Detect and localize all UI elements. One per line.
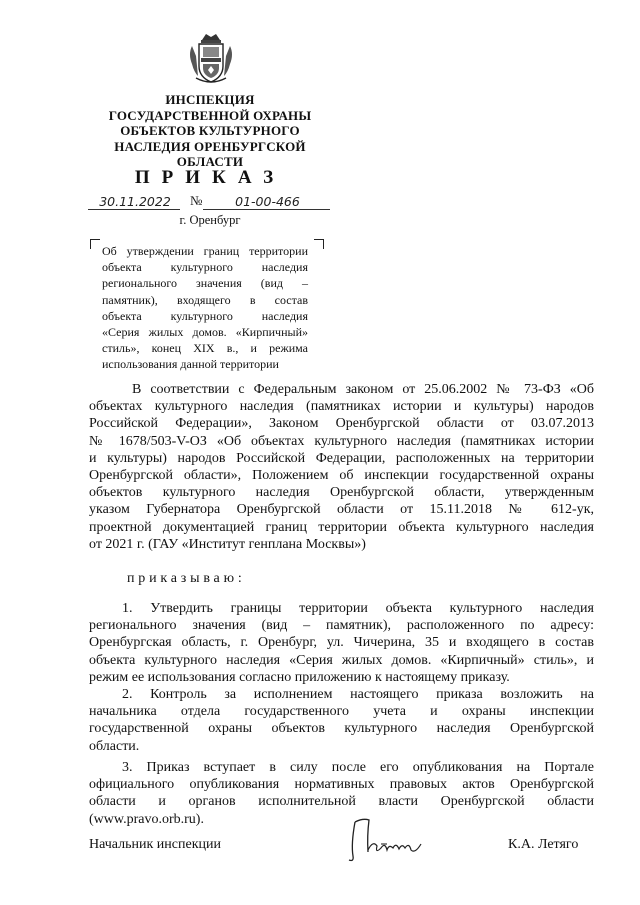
item-line: 1. Утвердить границы территории объекта культурного наследия — [122, 601, 594, 616]
subject-line: «Серия жилых домов. «Кирпичный» — [102, 325, 308, 340]
org-line: НАСЛЕДИЯ ОРЕНБУРГСКОЙ — [114, 138, 306, 154]
order-date: 30.11.2022 — [99, 194, 171, 209]
item-line: области. — [89, 738, 140, 754]
preamble-line: объектах культурного наследия (памятниках истории и культуры) народов — [89, 399, 594, 415]
preamble-line: Оренбургской области», Положением об инспекции государственной охраны — [89, 468, 594, 484]
item-line: официального опубликования нормативных правовых актов Оренбургской — [89, 777, 594, 793]
org-line: ГОСУДАРСТВЕННОЙ ОХРАНЫ — [108, 107, 312, 123]
signer-title: Начальник инспекции — [89, 837, 221, 852]
item-line: 3. Приказ вступает в силу после его опубликования на Портале — [122, 760, 594, 775]
subject-line: регионального значения (вид – — [102, 276, 308, 291]
preamble-paragraph — [89, 381, 594, 553]
item-line: (www.pravo.orb.ru). — [89, 811, 204, 827]
order-number: 01-00-466 — [235, 194, 300, 209]
subject-bracket-right — [314, 239, 324, 249]
subject-bracket-left — [90, 239, 100, 249]
subject-line: памятник), входящего в состав — [102, 292, 308, 307]
preamble-line: проектной документацией границ территории объекта культурного наследия — [89, 519, 594, 535]
org-line: ОБЪЕКТОВ КУЛЬТУРНОГО — [120, 123, 300, 139]
subject-line: Об утверждении границ территории — [102, 244, 308, 258]
item-line: объекта культурного наследия «Серия жилых домов. «Кирпичный» стиль», и — [89, 652, 594, 668]
document-type-title: ПРИКАЗ — [134, 167, 286, 188]
preamble-line: и культуры) народов Российской Федерации, расположенных на территории — [89, 450, 594, 466]
org-line: ИНСПЕКЦИЯ — [165, 92, 255, 107]
preamble-line: от 2021 г. (ГАУ «Институт генплана Москвы») — [89, 536, 366, 552]
preamble-line: объектов культурного наследия Оренбургской области, утвержденным — [89, 485, 594, 501]
item-line: области и органов исполнительной власти Оренбургской области — [89, 794, 594, 810]
subject-line: объекта культурного наследия — [102, 260, 308, 275]
org-line: ОБЛАСТИ — [176, 154, 244, 170]
item-line: 2. Контроль за исполнением настоящего приказа возложить на — [122, 687, 594, 702]
signer-name: К.А. Летяго — [508, 837, 579, 852]
order-item-2 — [89, 686, 594, 755]
organization-name — [90, 92, 330, 170]
item-line: начальника отдела государственного учета и охраны инспекции — [89, 704, 594, 720]
item-line: государственной охраны объектов культурного наследия Оренбургской — [89, 721, 594, 737]
order-subject — [102, 243, 308, 373]
order-word: приказываю: — [127, 571, 246, 586]
number-label: № — [190, 193, 203, 208]
orenburg-coat-of-arms-icon — [186, 30, 236, 88]
subject-line: использования данной территории — [102, 357, 279, 372]
preamble-line: В соответствии с Федеральным законом от 25.06.2002 № 73-ФЗ «Об — [132, 382, 594, 397]
date-underline — [88, 209, 180, 210]
preamble-line: № 1678/503-V-ОЗ «Об объектах культурного наследия (памятниках истории — [89, 433, 594, 449]
subject-line: стиль», конец XIX в., и режима — [102, 341, 308, 356]
order-item-1 — [89, 600, 594, 686]
item-line: режим ее использования согласно приложению к настоящему приказу. — [89, 669, 510, 685]
handwritten-signature — [341, 814, 441, 864]
subject-line: объекта культурного наследия — [102, 308, 308, 323]
city: г. Оренбург — [179, 213, 241, 227]
item-line: регионального значения (вид – памятник), расположенного по адресу: — [89, 618, 594, 634]
preamble-line: Российской Федерации», Законом Оренбургской области от 03.07.2013 — [89, 416, 594, 432]
preamble-line: указом Губернатора Оренбургской области от 15.11.2018 № 612-ук, — [89, 502, 594, 518]
item-line: Оренбургская область, г. Оренбург, ул. Чичерина, 35 и входящего в состав — [89, 635, 594, 651]
number-underline — [203, 209, 330, 210]
